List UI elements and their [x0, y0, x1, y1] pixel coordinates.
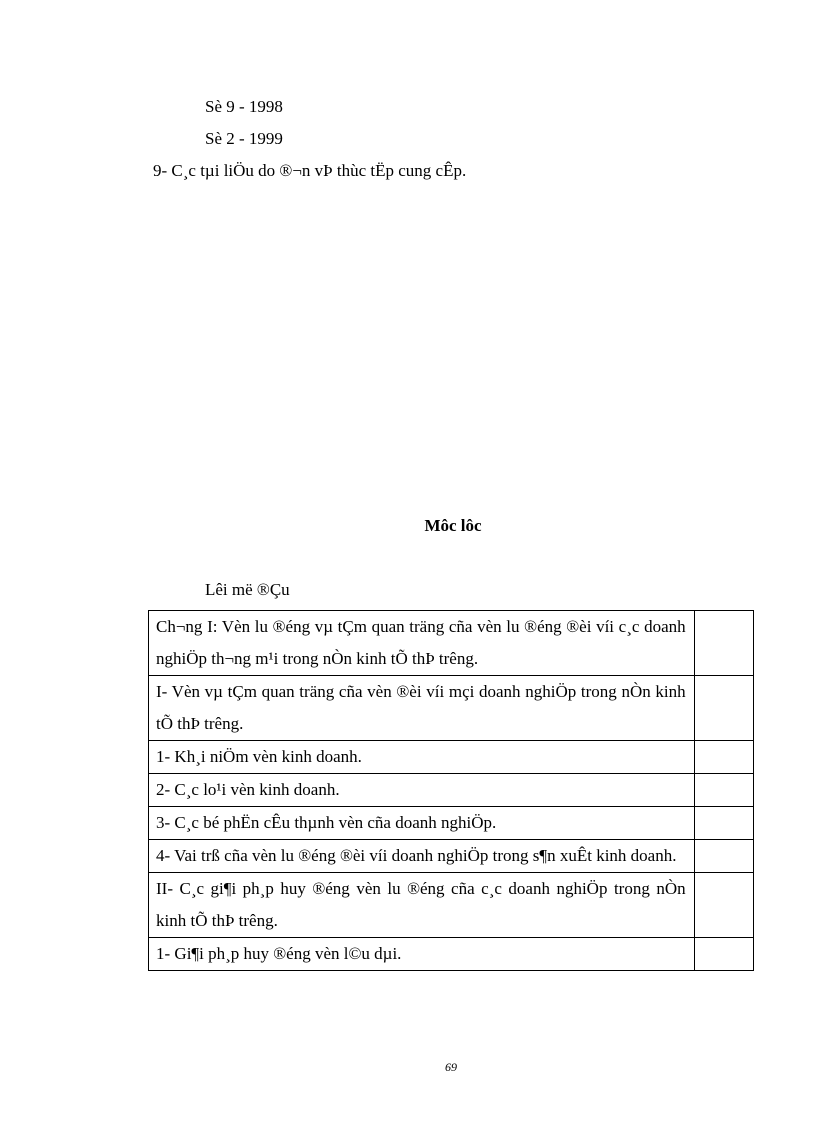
- issue-line-1: Sè 9 - 1998: [205, 97, 283, 116]
- table-row: [149, 873, 754, 938]
- page-title: Môc lôc: [424, 516, 482, 535]
- toc-page-cell: [694, 807, 753, 840]
- toc-entry: Ch¬ng I: Vèn lu ®éng vµ tÇm quan träng cña vèn lu ®éng ®èi víi c¸c doanh nghiÖp th¬ng m¹i trong nÒn kinh tÕ thÞ trêng.: [149, 611, 695, 676]
- toc-page-cell: [694, 840, 753, 873]
- toc-entry: 2- C¸c lo¹i vèn kinh doanh.: [149, 774, 695, 807]
- toc-page-cell: [694, 676, 753, 741]
- table-row: [149, 807, 754, 840]
- intro-heading: Lêi më ®Çu: [205, 580, 290, 599]
- toc-page-cell: [694, 741, 753, 774]
- table-of-contents: [148, 610, 754, 971]
- toc-entry: II- C¸c gi¶i ph¸p huy ®éng vèn lu ®éng cña c¸c doanh nghiÖp trong nÒn kinh tÕ thÞ trêng.: [149, 873, 695, 938]
- toc-page-cell: [694, 774, 753, 807]
- reference-item-9: 9- C¸c tµi liÖu do ®¬n vÞ thùc tËp cung cÊp.: [153, 161, 467, 180]
- toc-page-cell: [694, 611, 753, 676]
- issue-line-2: Sè 2 - 1999: [205, 129, 283, 148]
- toc-entry: 4- Vai trß cña vèn lu ®éng ®èi víi doanh nghiÖp trong s¶n xuÊt kinh doanh.: [149, 840, 695, 873]
- toc-entry: I- Vèn vµ tÇm quan träng cña vèn ®èi víi mçi doanh nghiÖp trong nÒn kinh tÕ thÞ trêng.: [149, 676, 695, 741]
- table-row: [149, 676, 754, 741]
- table-row: [149, 840, 754, 873]
- toc-page-cell: [694, 873, 753, 938]
- toc-entry: 1- Kh¸i niÖm vèn kinh doanh.: [149, 741, 695, 774]
- page-number: 69: [445, 1060, 457, 1074]
- toc-entry: 1- Gi¶i ph¸p huy ®éng vèn l©u dµi.: [149, 938, 695, 971]
- table-row: [149, 938, 754, 971]
- table-row: [149, 774, 754, 807]
- table-row: [149, 741, 754, 774]
- table-row: [149, 611, 754, 676]
- toc-entry: 3- C¸c bé phËn cÊu thµnh vèn cña doanh nghiÖp.: [149, 807, 695, 840]
- toc-page-cell: [694, 938, 753, 971]
